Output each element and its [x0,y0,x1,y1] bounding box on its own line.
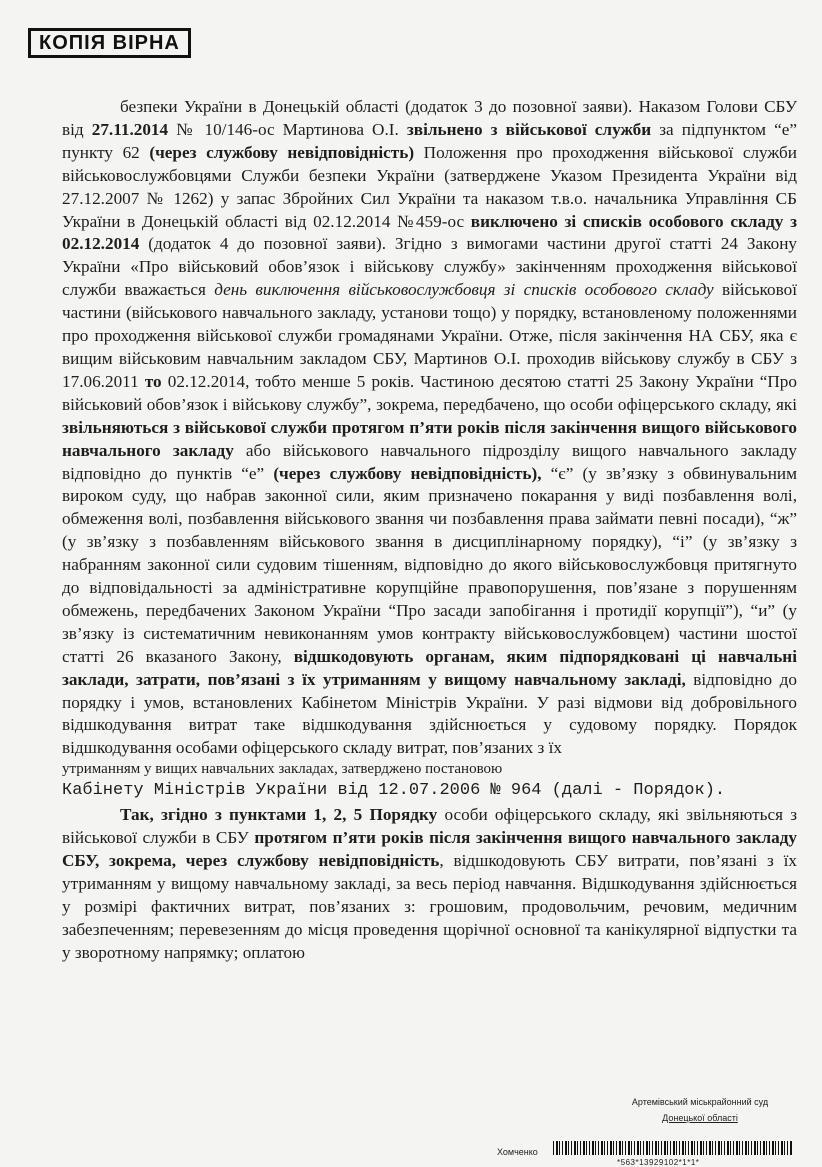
text-run: (через службову невідповідність), [273,463,542,483]
paragraph-1 [62,96,797,760]
text-run: звільняються з військової служби протягом п’яти років після закінчення вищого військового навчального закладу [62,417,797,460]
document-body [62,96,797,965]
paragraph-2 [62,804,797,964]
document-barcode [553,1141,793,1155]
text-run: № 10/146-ос Мартинова О.І. [168,119,407,139]
text-run: (через службову невідповідність) [149,142,415,162]
text-run: відшкодовують органам, яким підпорядковані ці навчальні заклади, затрати, пов’язані з їх утриманням у вищому навчальному закладі, [62,646,797,689]
text-run: то [144,371,162,391]
text-run: “є” (у зв’язку з обвинувальним вироком суду, що набрав законної сили, яким призначено покарання у виді позбавлення волі, обмеження волі, позбавлення військового звання чи позбавлення права займати певні посади), “ж” (у зв’язку з позбавленням військового звання в дисциплінарному порядку), “і” (у зв’язку з набранням законної сили судовим тішенням, відповідно до якого військовослужбовця притягнуто до відповідальності за адміністративне корупційне правопорушення, пов’язане з порушенням обмежень, передбачених Законом України “Про засади запобігання і протидії корупції”), “и” (у зв’язку із систематичним невиконанням умов контракту військовослужбовцем) частини шостої статті 26 вказаного Закону, [62,463,797,666]
text-run: Положення про проходження військової служби військовослужбовцями Служби безпеки України (затверджене Указом Президента України від 27.12.2007 № 1262) у запас Збройних Сил України та наказом т.в.о. начальника Управління СБ України в Донецькій області від 02.12.2014 №459-ос [62,142,797,231]
text-run: 27.11.2014 [91,119,169,139]
text-run: або військового навчального підрозділу вищого навчального закладу відповідно до пунктів “е” [62,440,797,483]
text-run: (додаток 4 до позовної заяви). Згідно з вимогами частини другої статті 24 Закону України «Про військовий обов’язок і військову службу» закінченням проходження військової служби вважається [62,234,797,300]
text-run: 02.12.2014, тобто менше 5 років. Частиною десятою статті 25 Закону України “Про військовий обов’язок і військову службу”, зокрема, передбачено, що особи офіцерського складу, які [62,371,797,414]
cabinet-resolution-line: Кабінету Міністрів України від 12.07.2006 № 964 (далі - Порядок). [62,781,726,801]
text-run: особи офіцерського складу, які звільняються з військової служби в СБУ [62,805,798,848]
text-run: виключено зі списків особового складу з 02.12.2014 [62,211,797,254]
text-run: військової частини (військового навчального закладу, установи тощо) у порядку, встановленому положеннями про проходження військової служби громадянами України. Отже, після закінчення НА СБУ, яка є вищим військовим навчальним закладом СБУ, Мартинов О.І. проходив військову службу в СБУ з 17.06.2011 [62,280,797,391]
text-run: день виключення військовослужбовця зі списків особового складу [214,280,714,300]
text-run: звільнено з військової служби [406,119,652,139]
court-name: Артемівський міськрайонний суд [631,1097,769,1107]
copy-certified-stamp: КОПІЯ ВІРНА [28,28,191,58]
text-run: Так, згідно з пунктами 1, 2, 5 Порядку [120,805,438,825]
barcode-number: *563*13929102*1*1* [617,1158,700,1167]
text-run: протягом п’яти років після закінчення вищого навчального закладу СБУ, зокрема, через службову невідповідність [62,828,797,871]
text-run: відповідно до порядку і умов, встановлених Кабінетом Міністрів України. У разі відмови від добровільного відшкодування витрат таке відшкодування здійснюється у судовому порядку. Порядок відшкодування особами офіцерського складу витрат, пов’язаних з їх [62,669,797,758]
text-run: за підпунктом “е” пункту 62 [62,119,797,162]
court-region: Донецької області [662,1113,738,1123]
clerk-name: Хомченко [497,1147,538,1157]
resolution-line: утриманням у вищих навчальних закладах, затверджено постановою [62,761,503,778]
text-run: , відшкодовують СБУ витрати, пов’язані з їх утриманням у вищому навчальному закладі, за весь період навчання. Відшкодування здійснюється у розмірі фактичних витрат, пов’язаних з: грошовим, продовольчим, речовим, медичним забезпеченням; перевезенням до місця проведення щорічної основної та канікулярної відпустки та у зворотному напрямку; оплатою [62,851,797,962]
text-run: безпеки України в Донецькій області (додаток 3 до позовної заяви). Наказом Голови СБУ від [62,97,797,139]
